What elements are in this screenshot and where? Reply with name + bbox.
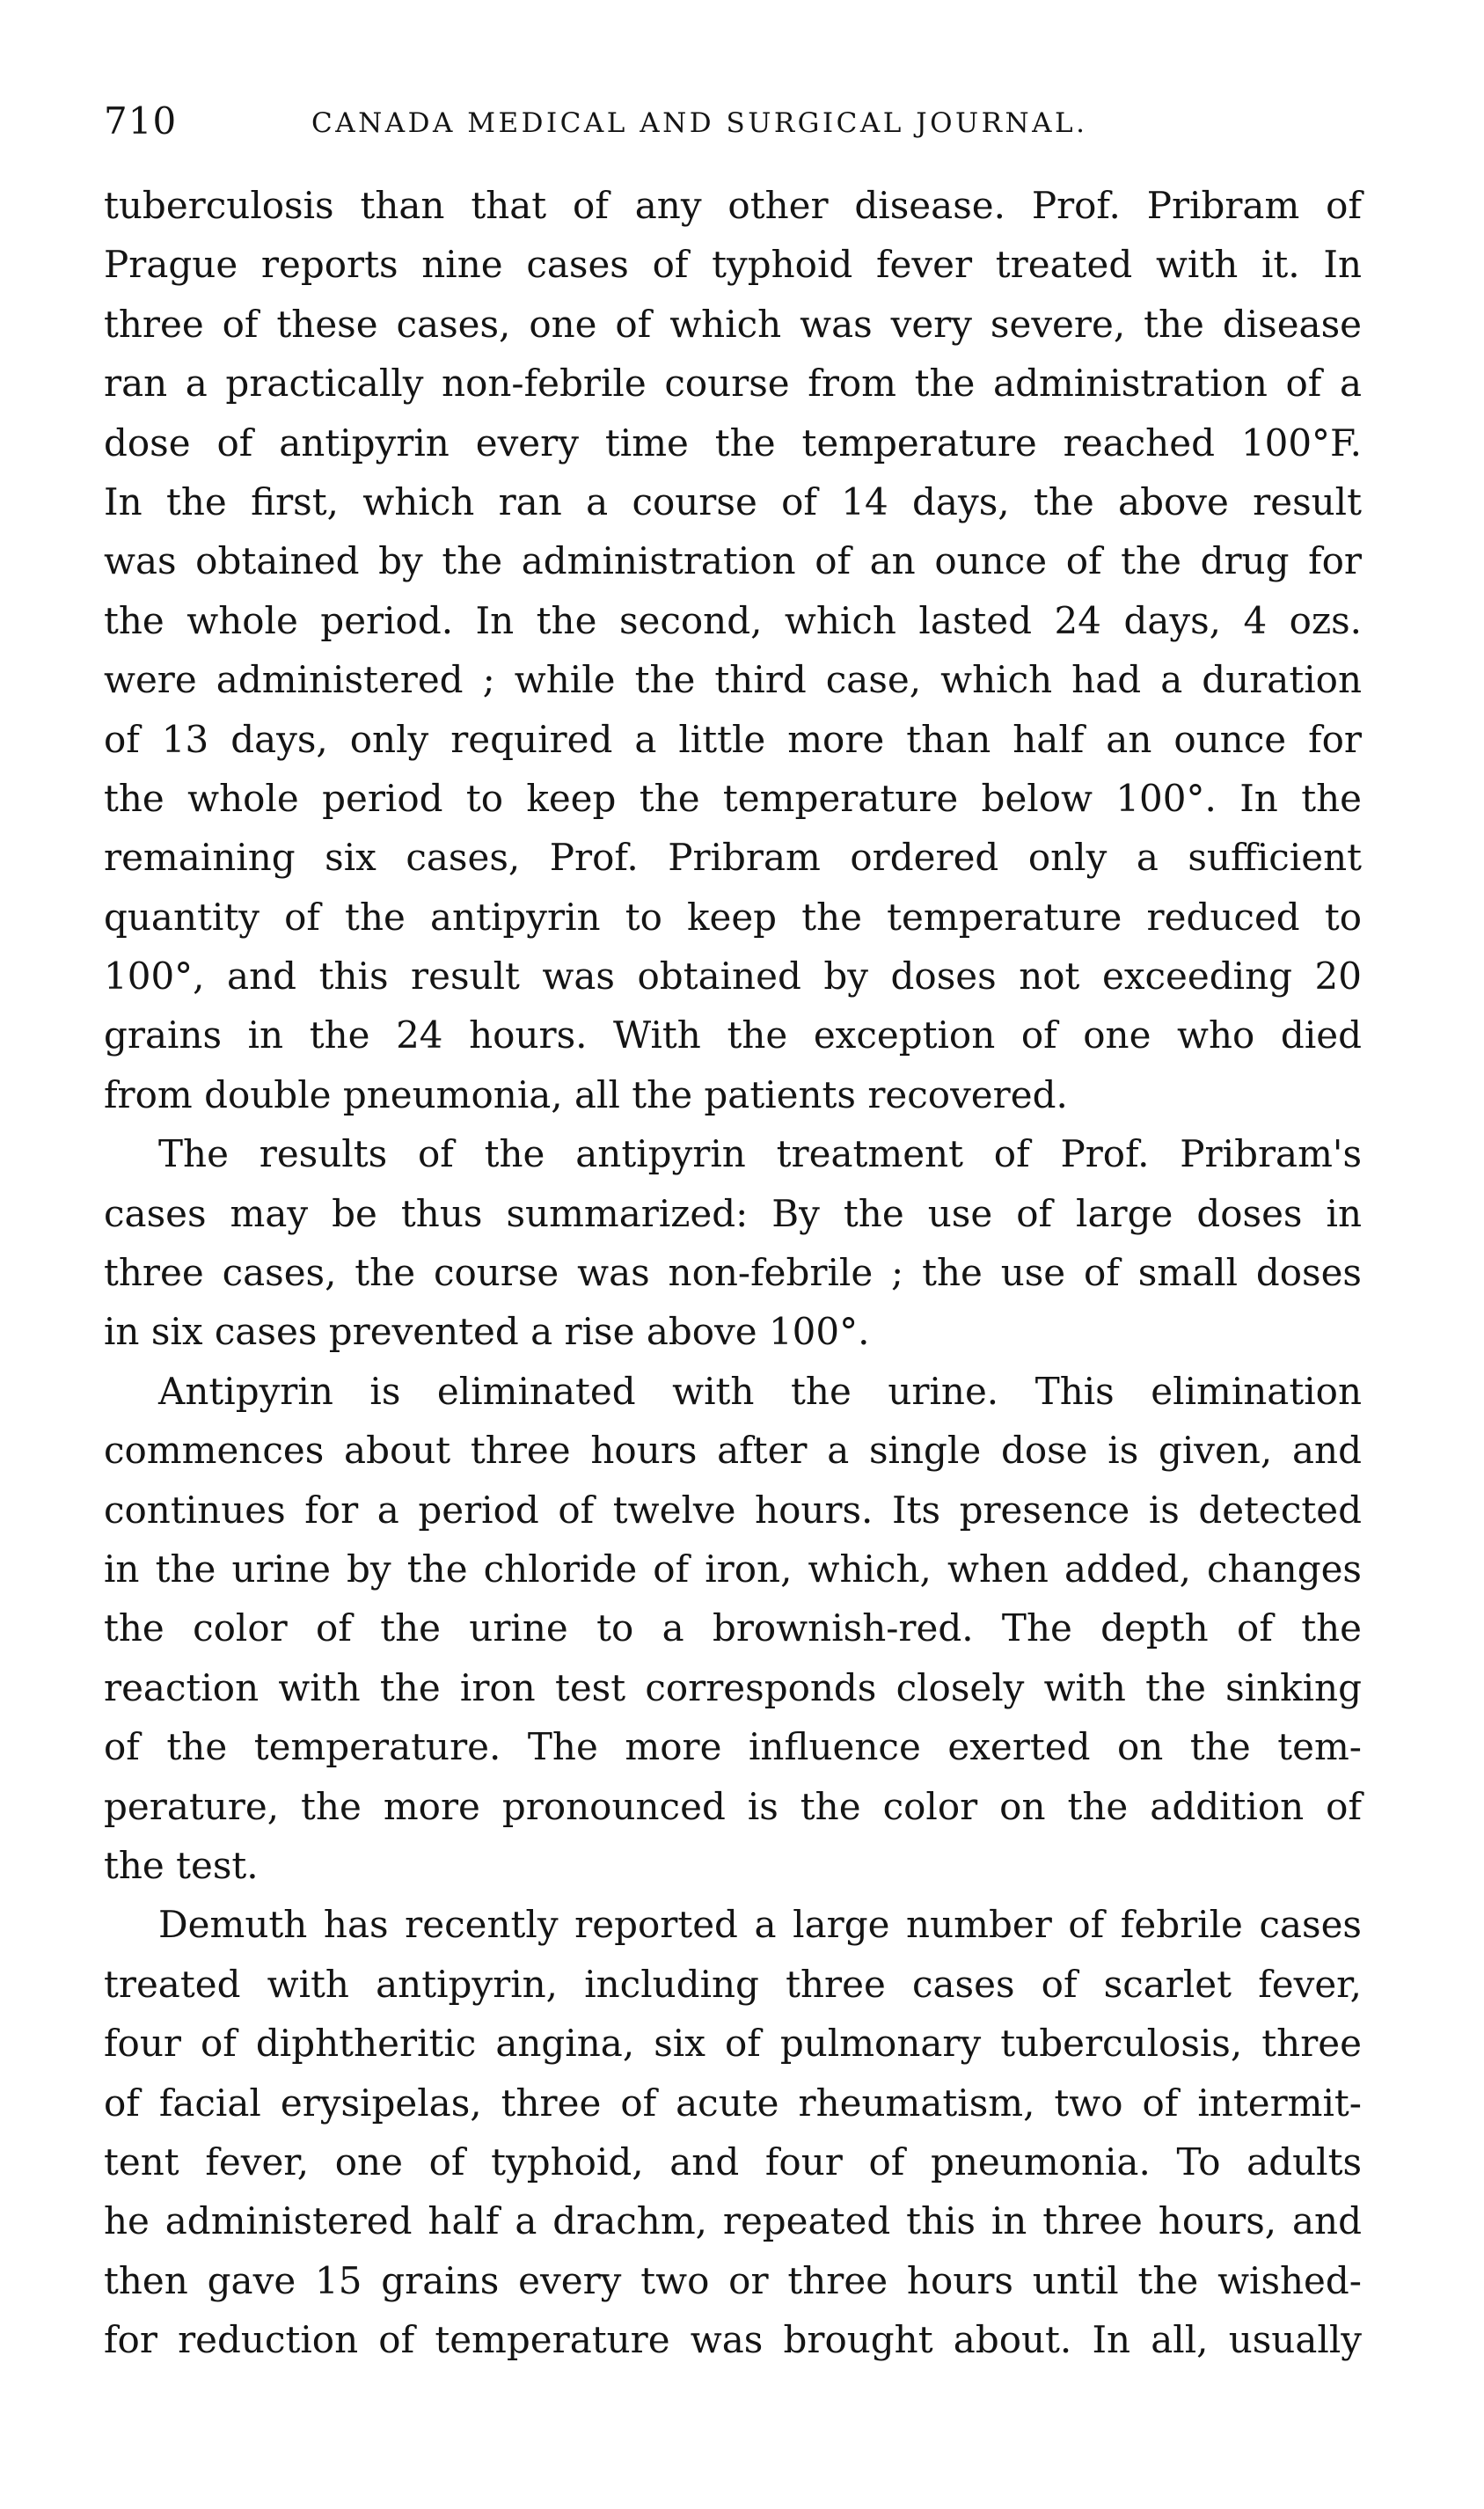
text-line: four of diphtheritic angina, six of pulmonary tuberculosis, three xyxy=(104,2022,1362,2066)
text-line: the test. xyxy=(104,1843,259,1887)
text-line: in six cases prevented a rise above 100°. xyxy=(104,1310,870,1354)
text-line: cases may be thus summarized: By the use of large doses in xyxy=(104,1191,1362,1235)
text-line: were administered ; while the third case, which had a duration xyxy=(104,658,1362,702)
text-line: treated with antipyrin, including three cases of scarlet fever, xyxy=(104,1962,1362,2006)
text-line: he administered half a drachm, repeated this in three hours, and xyxy=(104,2199,1362,2243)
text-line: dose of antipyrin every time the temperature reached 100°F. xyxy=(104,421,1362,464)
text-line: from double pneumonia, all the patients recovered. xyxy=(104,1072,1068,1116)
text-line: of facial erysipelas, three of acute rheumatism, two of intermit- xyxy=(104,2081,1362,2125)
text-line: Demuth has recently reported a large number of febrile cases xyxy=(158,1903,1362,1947)
text-line: 100°, and this result was obtained by doses not exceeding 20 xyxy=(104,955,1362,998)
text-line: continues for a period of twelve hours. Its presence is detected xyxy=(104,1488,1362,1532)
text-line: remaining six cases, Prof. Pribram ordered only a sufficient xyxy=(104,836,1362,880)
text-line: three of these cases, one of which was very severe, the disease xyxy=(104,302,1362,346)
text-line: for reduction of temperature was brought about. In all, usually xyxy=(104,2318,1362,2362)
text-line: the whole period to keep the temperature below 100°. In the xyxy=(104,776,1362,820)
text-line: Antipyrin is eliminated with the urine. This elimination xyxy=(158,1369,1362,1413)
text-line: tent fever, one of typhoid, and four of pneumonia. To adults xyxy=(104,2140,1362,2183)
text-line: three cases, the course was non-febrile ; the use of small doses xyxy=(104,1251,1362,1295)
text-line: In the first, which ran a course of 14 days, the above result xyxy=(104,479,1362,523)
text-line: of 13 days, only required a little more than half an ounce for xyxy=(104,717,1362,761)
body-text xyxy=(104,176,1362,2369)
text-line: commences about three hours after a single dose is given, and xyxy=(104,1429,1362,1473)
paragraph xyxy=(104,176,1362,1124)
text-line: was obtained by the administration of an ounce of the drug for xyxy=(104,539,1362,583)
text-line: perature, the more pronounced is the color on the addition of xyxy=(104,1784,1362,1828)
text-line: tuberculosis than that of any other disease. Prof. Pribram of xyxy=(104,184,1362,227)
text-line: reaction with the iron test corresponds closely with the sinking xyxy=(104,1665,1362,1709)
text-line: the whole period. In the second, which lasted 24 days, 4 ozs. xyxy=(104,598,1362,642)
paragraph xyxy=(104,1362,1362,1896)
text-line: Prague reports nine cases of typhoid fever treated with it. In xyxy=(104,243,1362,287)
text-line: then gave 15 grains every two or three hours until the wished- xyxy=(104,2258,1362,2302)
paragraph xyxy=(104,1895,1362,2369)
page-number: 710 xyxy=(104,99,178,143)
text-line: The results of the antipyrin treatment of Prof. Pribram's xyxy=(158,1132,1362,1176)
text-line: quantity of the antipyrin to keep the temperature reduced to xyxy=(104,895,1362,939)
text-line: ran a practically non-febrile course from the administration of a xyxy=(104,362,1362,406)
paragraph xyxy=(104,1124,1362,1362)
text-line: of the temperature. The more influence exerted on the tem- xyxy=(104,1725,1362,1769)
page-header xyxy=(104,95,1353,148)
text-line: grains in the 24 hours. With the exception of one who died xyxy=(104,1013,1362,1057)
running-head: CANADA MEDICAL AND SURGICAL JOURNAL. xyxy=(311,107,1088,139)
text-line: the color of the urine to a brownish-red. The depth of the xyxy=(104,1606,1362,1650)
text-line: in the urine by the chloride of iron, which, when added, changes xyxy=(104,1547,1362,1591)
